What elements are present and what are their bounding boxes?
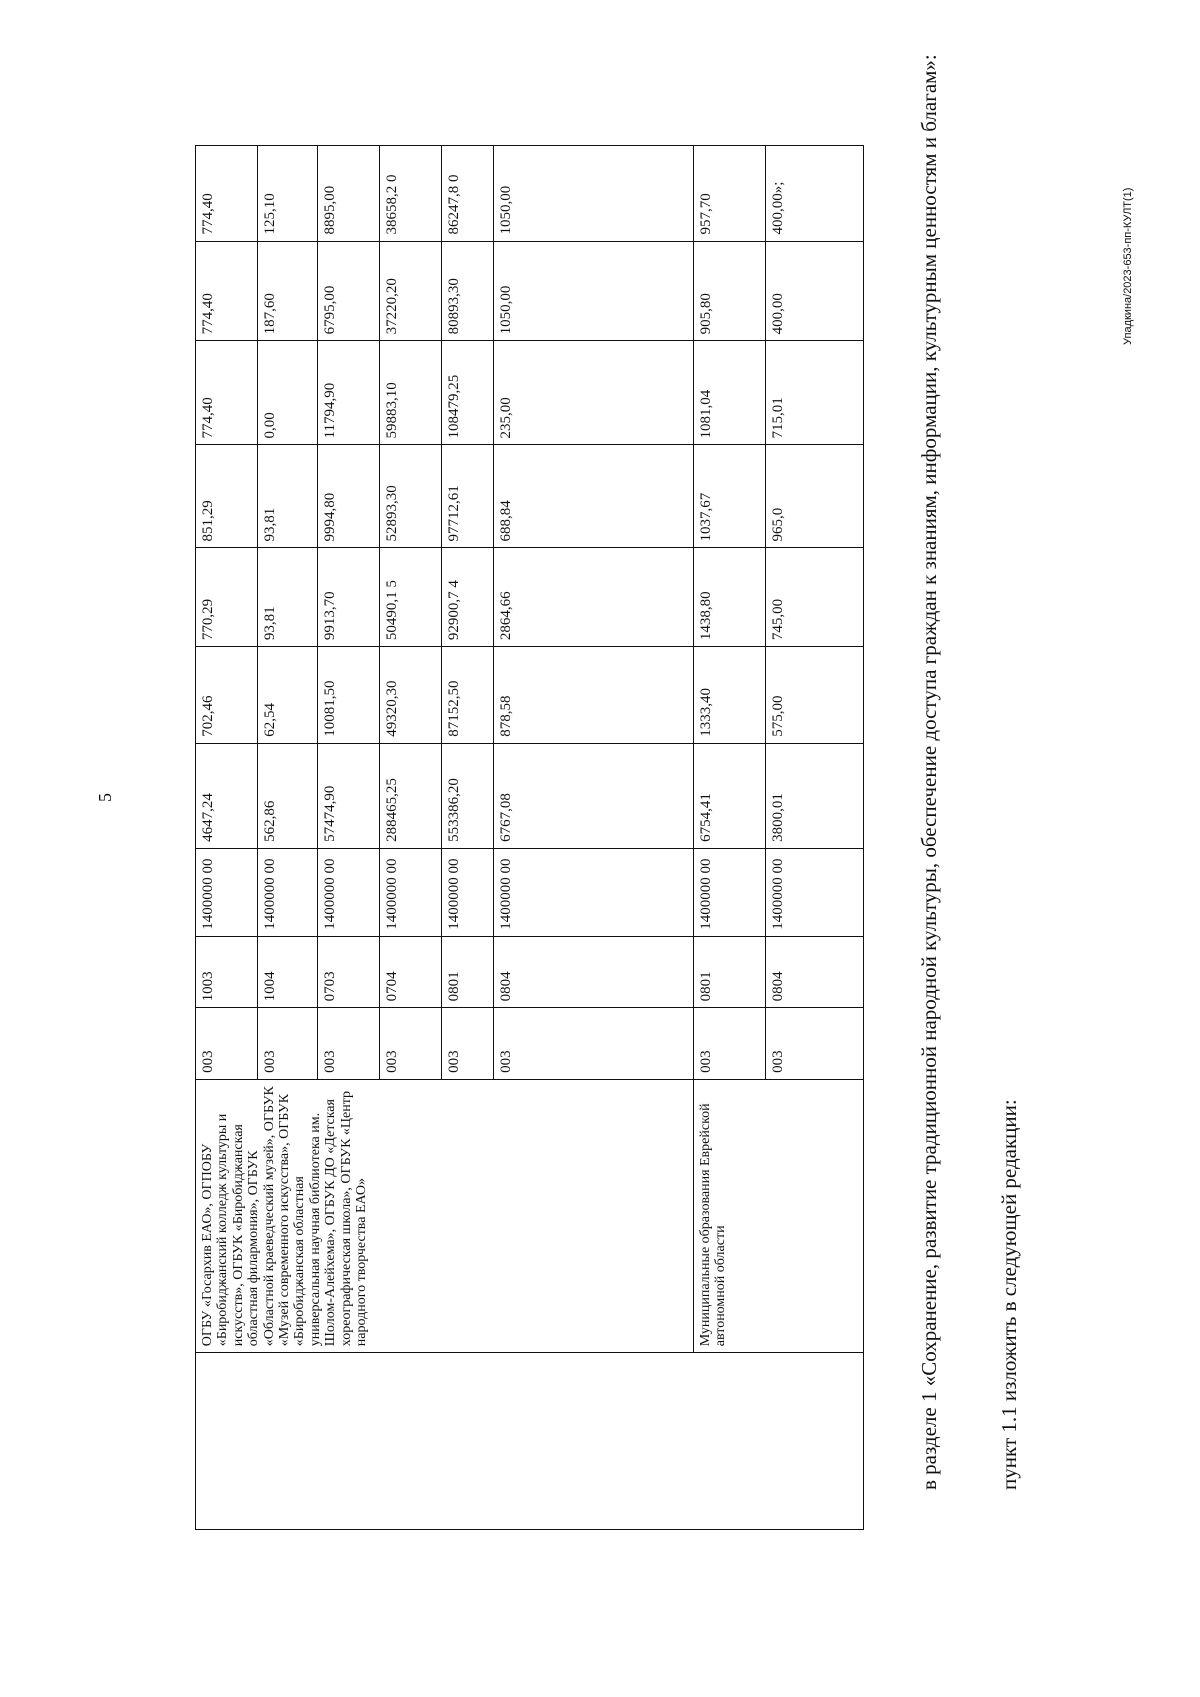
csr-cell: 1400000 00: [318, 848, 380, 936]
rzpr-cell: 1004: [258, 936, 318, 1008]
value-cell: 0,00: [258, 341, 318, 445]
value-cell: 1037,67: [694, 445, 766, 548]
grbs-cell: 003: [694, 1008, 766, 1080]
value-cell: 965,0: [766, 445, 864, 548]
rzpr-cell: 0801: [694, 936, 766, 1008]
csr-cell: 1400000 00: [380, 848, 442, 936]
value-cell: 1050,00: [494, 241, 694, 341]
value-cell: 774,40: [196, 146, 258, 242]
value-cell: 553386,20: [442, 743, 494, 848]
value-cell: 562,86: [258, 743, 318, 848]
value-cell: 688,84: [494, 445, 694, 548]
value-cell: 59883,10: [380, 341, 442, 445]
value-cell: 878,58: [494, 647, 694, 744]
value-cell: 774,40: [196, 241, 258, 341]
value-cell: 6754,41: [694, 743, 766, 848]
section-paragraph: в разделе 1 «Сохранение, развитие традиционной народной культуры, обеспечение доступа граждан к знаниям, информации, культурным ценностям и благам»:: [917, 54, 941, 1490]
csr-cell: 1400000 00: [766, 848, 864, 936]
value-cell: 3800,01: [766, 743, 864, 848]
value-cell: 93,81: [258, 445, 318, 548]
value-cell: 92900,7 4: [442, 548, 494, 647]
value-cell: 1081,04: [694, 341, 766, 445]
value-cell: 1333,40: [694, 647, 766, 744]
value-cell: 851,29: [196, 445, 258, 548]
value-cell: 6767,08: [494, 743, 694, 848]
rzpr-cell: 0704: [380, 936, 442, 1008]
page-number: 5: [95, 793, 115, 802]
table-row: [196, 146, 258, 1530]
value-cell: 235,00: [494, 341, 694, 445]
value-cell: 57474,90: [318, 743, 380, 848]
value-cell: 8895,00: [318, 146, 380, 242]
value-cell: 400,00: [766, 241, 864, 341]
value-cell: 11794,90: [318, 341, 380, 445]
grbs-cell: 003: [258, 1008, 318, 1080]
value-cell: 745,00: [766, 548, 864, 647]
value-cell: 288465,25: [380, 743, 442, 848]
value-cell: 50490,1 5: [380, 548, 442, 647]
value-cell: 575,00: [766, 647, 864, 744]
grbs-cell: 003: [318, 1008, 380, 1080]
value-cell: 2864,66: [494, 548, 694, 647]
value-cell: 108479,25: [442, 341, 494, 445]
value-cell: 87152,50: [442, 647, 494, 744]
org-cell: ОГБУ «Госархив ЕАО», ОГПОБУ «Биробиджанский колледж культуры и искусств», ОГБУК «Биробиджанская областная филармония», ОГБУК «Областной краеведческий музей», ОГБУК «Музей современного искусства», ОГБУК «Биробиджанская областная универсальная научная библиотека им. Шолом-Алейхема», ОГБУК ДО «Детская хореографическая школа», ОГБУК «Центр народного творчества ЕАО»: [196, 1079, 694, 1352]
budget-table-body: [196, 146, 864, 1530]
rzpr-cell: 0703: [318, 936, 380, 1008]
value-cell: 97712,61: [442, 445, 494, 548]
value-cell: 9913,70: [318, 548, 380, 647]
empty-cell: [196, 1353, 864, 1530]
value-cell: 86247,8 0: [442, 146, 494, 242]
budget-table: [195, 145, 864, 1530]
rzpr-cell: 0801: [442, 936, 494, 1008]
value-cell: 6795,00: [318, 241, 380, 341]
org-cell: Муниципальные образования Еврейской автономной области: [694, 1079, 864, 1352]
csr-cell: 1400000 00: [258, 848, 318, 936]
value-cell: 62,54: [258, 647, 318, 744]
value-cell: 702,46: [196, 647, 258, 744]
value-cell: 774,40: [196, 341, 258, 445]
csr-cell: 1400000 00: [196, 848, 258, 936]
value-cell: 770,29: [196, 548, 258, 647]
csr-cell: 1400000 00: [694, 848, 766, 936]
rzpr-cell: 0804: [494, 936, 694, 1008]
value-cell: 400,00»;: [766, 146, 864, 242]
grbs-cell: 003: [196, 1008, 258, 1080]
value-cell: 9994,80: [318, 445, 380, 548]
csr-cell: 1400000 00: [442, 848, 494, 936]
grbs-cell: 003: [766, 1008, 864, 1080]
value-cell: 125,10: [258, 146, 318, 242]
value-cell: 4647,24: [196, 743, 258, 848]
value-cell: 715,01: [766, 341, 864, 445]
document-code: Упадкина/2023-653-пп-КУЛТ(1): [1122, 187, 1134, 345]
value-cell: 957,70: [694, 146, 766, 242]
grbs-cell: 003: [442, 1008, 494, 1080]
csr-cell: 1400000 00: [494, 848, 694, 936]
item-paragraph: пункт 1.1 изложить в следующей редакции:: [997, 1099, 1021, 1490]
value-cell: 10081,50: [318, 647, 380, 744]
rzpr-cell: 1003: [196, 936, 258, 1008]
value-cell: 905,80: [694, 241, 766, 341]
value-cell: 80893,30: [442, 241, 494, 341]
rotated-page-content: [195, 0, 1021, 1530]
grbs-cell: 003: [380, 1008, 442, 1080]
value-cell: 1050,00: [494, 146, 694, 242]
grbs-cell: 003: [494, 1008, 694, 1080]
value-cell: 38658,2 0: [380, 146, 442, 242]
value-cell: 93,81: [258, 548, 318, 647]
value-cell: 49320,30: [380, 647, 442, 744]
value-cell: 37220,20: [380, 241, 442, 341]
value-cell: 1438,80: [694, 548, 766, 647]
value-cell: 187,60: [258, 241, 318, 341]
value-cell: 52893,30: [380, 445, 442, 548]
table-row: [694, 146, 766, 1530]
rzpr-cell: 0804: [766, 936, 864, 1008]
